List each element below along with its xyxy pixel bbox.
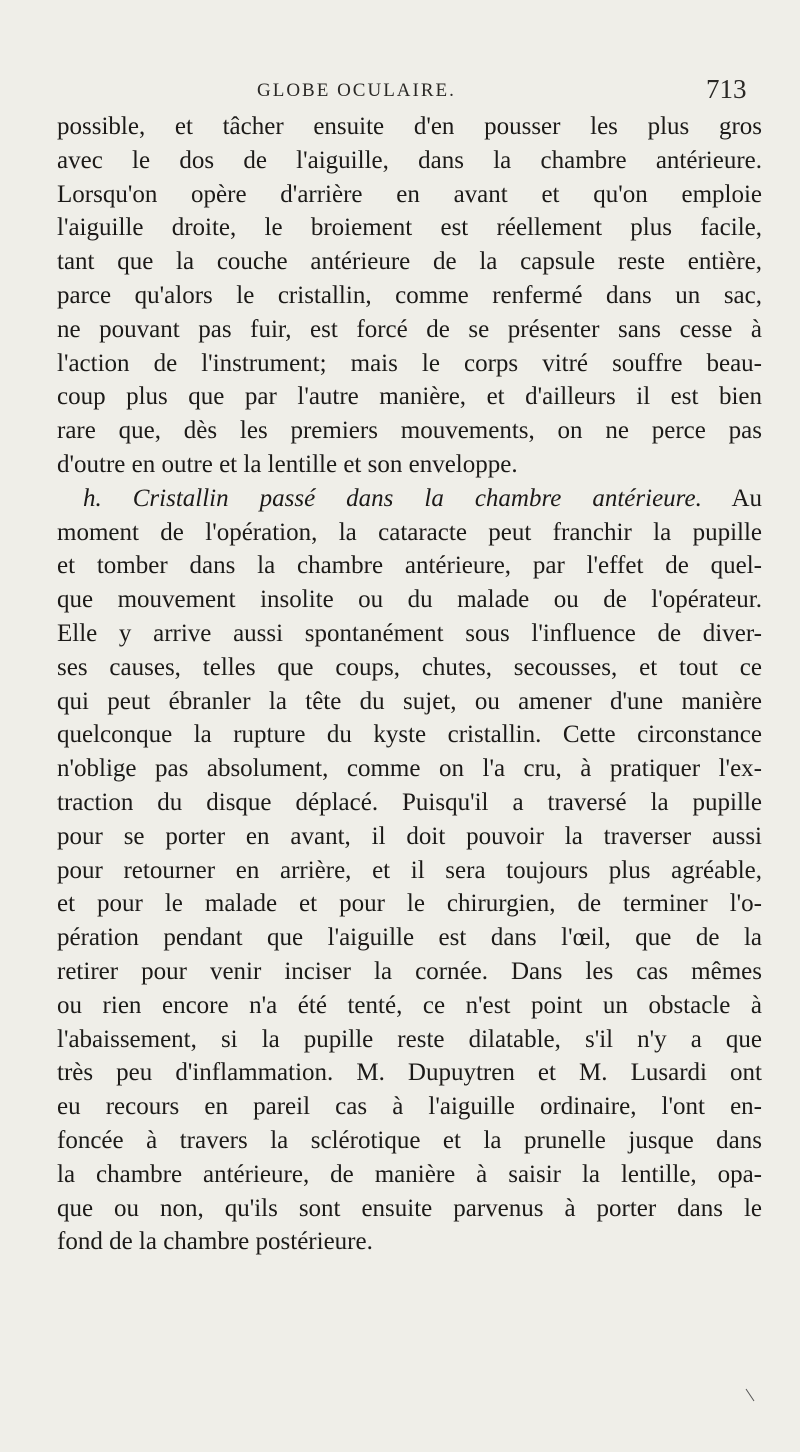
text-line: quelconque la rupture du kyste cristallin. Cette circonstance xyxy=(57,721,762,749)
text-line: moment de l'opération, la cataracte peut franchir la pupille xyxy=(57,518,762,546)
text-line: n'oblige pas absolument, comme on l'a cru, à pratiquer l'ex- xyxy=(57,755,762,783)
text-line: pération pendant que l'aiguille est dans l'œil, que de la xyxy=(57,924,762,952)
text-line: que mouvement insolite ou du malade ou de l'opérateur. xyxy=(57,586,762,614)
section-label: h. xyxy=(83,484,102,512)
text-line: qui peut ébranler la tête du sujet, ou amener d'une manière xyxy=(57,687,762,715)
text-line: avec le dos de l'aiguille, dans la chambre antérieure. xyxy=(57,146,762,174)
page-number: 713 xyxy=(706,74,747,104)
section-title: Cristallin passé dans la chambre antérieure. xyxy=(132,484,702,512)
section-first-words: Au xyxy=(731,484,763,512)
text-line: rare que, dès les premiers mouvements, on ne perce pas xyxy=(57,417,762,445)
text-line: parce qu'alors le cristallin, comme renfermé dans un sac, xyxy=(57,281,762,309)
text-line: tant que la couche antérieure de la capsule reste entière, xyxy=(57,248,762,276)
paragraph-1 xyxy=(57,110,762,482)
text-line: et pour le malade et pour le chirurgien, de terminer l'o- xyxy=(57,890,762,918)
text-line: fond de la chambre postérieure. xyxy=(57,1228,373,1256)
text-line: pour retourner en arrière, et il sera toujours plus agréable, xyxy=(57,856,762,884)
section-heading-line xyxy=(57,482,762,516)
text-line: ne pouvant pas fuir, est forcé de se présenter sans cesse à xyxy=(57,315,762,343)
text-line: l'action de l'instrument; mais le corps vitré souffre beau- xyxy=(57,349,762,377)
text-line: que ou non, qu'ils sont ensuite parvenus à porter dans le xyxy=(57,1194,762,1222)
text-line: eu recours en pareil cas à l'aiguille ordinaire, l'ont en- xyxy=(57,1093,762,1121)
body-text xyxy=(57,110,762,1259)
text-line: ou rien encore n'a été tenté, ce n'est point un obstacle à xyxy=(57,991,762,1019)
text-line: retirer pour venir inciser la cornée. Dans les cas mêmes xyxy=(57,957,762,985)
text-line: foncée à travers la sclérotique et la prunelle jusque dans xyxy=(57,1126,762,1154)
text-line: Elle y arrive aussi spontanément sous l'influence de diver- xyxy=(57,619,762,647)
text-line: possible, et tâcher ensuite d'en pousser les plus gros xyxy=(57,113,762,140)
text-line: très peu d'inflammation. M. Dupuytren et M. Lusardi ont xyxy=(57,1059,762,1087)
text-line: traction du disque déplacé. Puisqu'il a traversé la pupille xyxy=(57,788,762,816)
ink-mark xyxy=(745,1388,755,1402)
text-line: l'abaissement, si la pupille reste dilatable, s'il n'y a que xyxy=(57,1025,762,1053)
paragraph-2 xyxy=(57,482,762,1259)
text-line: ses causes, telles que coups, chutes, secousses, et tout ce xyxy=(57,653,762,681)
text-line: Lorsqu'on opère d'arrière en avant et qu'on emploie xyxy=(57,180,762,208)
running-head: GLOBE OCULAIRE. xyxy=(257,80,456,101)
text-line: et tomber dans la chambre antérieure, par l'effet de quel- xyxy=(57,552,762,580)
text-line: pour se porter en avant, il doit pouvoir la traverser aussi xyxy=(57,822,762,850)
text-line: l'aiguille droite, le broiement est réellement plus facile, xyxy=(57,214,762,242)
text-line: la chambre antérieure, de manière à saisir la lentille, opa- xyxy=(57,1160,762,1188)
text-line: d'outre en outre et la lentille et son enveloppe. xyxy=(57,450,518,478)
text-line: coup plus que par l'autre manière, et d'ailleurs il est bien xyxy=(57,383,762,411)
